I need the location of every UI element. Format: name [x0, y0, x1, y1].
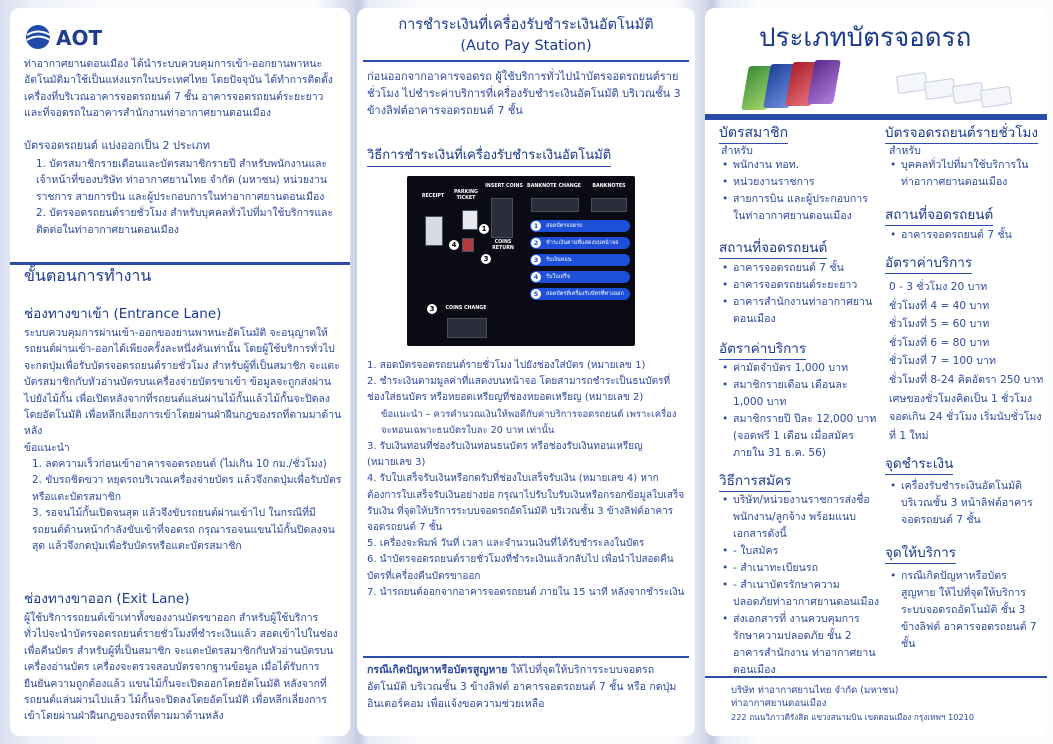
logo-text: AOT [56, 26, 103, 50]
advice-list [24, 456, 342, 554]
member-for-item: • หน่วยงานราชการ [721, 174, 879, 191]
hourly-rate-row: ชั่วโมงที่ 7 = 100 บาท [889, 355, 996, 368]
member-heading-text: บัตรสมาชิก [719, 124, 788, 144]
apply-heading-text: วิธีการสมัคร [719, 472, 791, 492]
member-rate-list [721, 360, 879, 462]
advice-label: ข้อแนะนำ [24, 442, 70, 454]
parking-ticket-label: PARKING TICKET [454, 190, 478, 201]
exit-text: ผู้ใช้บริการรถยนต์เข้าเท่าทั้งของงานบัตรขาออก สำหรับผู้ใช้บริการทั่วไปจะนำบัตรจอดรถยนต์รายชั่วโมงที่ชำระเงินแล้ว สอดเข้าไปในช่องเพื่อคืนบัตร สำหรับผู้ที่เป็นสมาชิก จะแตะบัตรสมาชิกกับหัวอ่านบัตรบนเครื่องอ่านบัตร เครื่องจะตรวจสอบบัตรจากฐานข้อมูล เมื่อได้รับการยืนยันความถูกต้องแล้ว แขนไม้กั้นจะเปิดออกโดยอัตโนมัติ หลังจากที่รถยนต์แล่นผ่านไปแล้ว ไม้กั้นจะปิดลงโดยอัตโนมัติ เพื่อหลีกเลี่ยงการเข้าโดยผ่านฝ่าฝืนกฎของรถที่ตามมาด้านหลัง [24, 612, 338, 723]
machine-step-5-text: สอดบัตรที่เครื่องรับบัตรที่ทางออก [546, 291, 624, 297]
member-rate-item: • สมาชิกรายเดือน เดือนละ 1,000 บาท [721, 377, 879, 411]
hourly-for-item: • บุคคลทั่วไปที่มาใช้บริการในท่าอากาศยานดอนเมือง [889, 157, 1039, 191]
service-point-item: • กรณีเกิดปัญหาหรือบัตรสูญหาย ให้ไปที่จุดให้บริการระบบจอดรถอัตโนมัติ ชั้น 3 ข้างลิฟต์ อาคารจอดรถยนต์ 7 ชั้น [889, 568, 1039, 653]
member-heading [719, 124, 788, 144]
hourly-rate-heading-text: อัตราค่าบริการ [885, 254, 972, 274]
entrance-text: ระบบควบคุมการผ่านเข้า-ออกของยานพาหนะอัตโนมัติ จะอนุญาตให้รถยนต์ผ่านเข้า-ออกได้เพียงครั้งละหนึ่งคันเท่านั้น โดยผู้ใช้บริการทั่วไปจะกดปุ่มเพื่อรับบัตรจอดรถยนต์รายชั่วโมง สำหรับผู้ที่เป็นสมาชิก จะแตะบัตรสมาชิกกับหัวอ่านบัตรบนเครื่องจ่ายบัตรขาเข้า ข้อมูลจะถูกส่งผ่านไปยังไม้กั้น เพื่อเปิดหลังจากที่รถยนต์แล่นผ่านไม้กั้นแล้วไม้กั้นจะปิดลงโดยอัตโนมัติ เพื่อหลีกเลี่ยงการเข้าโดยผ่านฝ่าฝืนกฎของรถที่ตามมาด้านหลัง [24, 327, 342, 438]
payment-point-item: • เครื่องรับชำระเงินอัตโนมัติ บริเวณชั้น 3 หน้าลิฟต์อาคารจอดรถยนต์ 7 ชั้น [889, 478, 1039, 529]
panel-auto-pay [357, 8, 695, 736]
footer-address: 222 ถนนวิภาวดีรังสิต แขวงสนามบิน เขตดอนเมือง กรุงเทพฯ 10210 [731, 712, 975, 722]
service-point-heading [885, 544, 956, 564]
coins-return-label: COINS RETURN [492, 240, 514, 251]
machine-step-2: 2 ชำระเงินตามที่แสดงบนหน้าจอ [530, 237, 630, 249]
section-divider [10, 262, 350, 265]
apply-list [721, 492, 879, 679]
hourly-rate-list [889, 278, 1045, 445]
machine-step-2-text: ชำระเงินตามที่แสดงบนหน้าจอ [546, 240, 619, 246]
member-rate-item: • สมาชิกรายปี ปีละ 12,000 บาท (จอดฟรี 1 เดือน เมื่อสมัครภายใน 31 ธ.ค. 56) [721, 411, 879, 462]
advice-2: 2. ขับรถชิดขวา หยุดรถบริเวณเครื่องจ่ายบัตร แล้วจึงกดปุ่มเพื่อรับบัตร หรือแตะบัตรสมาชิก [32, 474, 342, 503]
card-types-heading: บัตรจอดรถยนต์ แบ่งออกเป็น 2 ประเภท [24, 139, 211, 152]
payment-step-4: 4. รับใบเสร็จรับเงินหรือกดรับที่ช่องใบเสร็จรับเงิน (หมายเลข 4) หากต้องการใบเสร็จรับเงินอย่างย่อ กรุณาไปรับใบรับเงินหรือกรอกข้อมูลใบเสร็จรับเงิน ที่จุดให้บริการระบบจอดรถอัตโนมัติ บริเวณชั้น 3 ข้างลิฟต์อาคารจอดรถยนต์ 7 ชั้น [367, 473, 685, 534]
ticket-insert [462, 238, 474, 252]
payment-step-3: 3. รับเงินทอนที่ช่องรับเงินทอนธนบัตร หรือช่องรับเงินทอนเหรียญ (หมายเลข 3) [367, 441, 643, 469]
hourly-rate-row: ชั่วโมงที่ 5 = 60 บาท [889, 318, 990, 331]
step-3b-marker: 3 [427, 304, 437, 314]
member-rate-heading [719, 340, 806, 360]
exit-heading: ช่องทางขาออก (Exit Lane) [24, 591, 190, 607]
advice-3: 3. รอจนไม้กั้นเปิดจนสุด แล้วจึงขับรถยนต์ผ่านเข้าไป ในกรณีที่มีรถยนต์ด้านหน้ากำลังขับเข้าที่จอดรถ กรุณารอจนแขนไม้กั้นปิดลงจนสุด แล้วจึงกดปุ่มเพื่อรับบัตรหรือแตะบัตรสมาชิก [32, 507, 335, 553]
card-type-2: 2. บัตรจอดรถยนต์รายชั่วโมง สำหรับบุคคลทั่วไปที่มาใช้บริการและติดต่อในท่าอากาศยานดอนเมือง [36, 207, 333, 236]
autopay-title: การชำระเงินที่เครื่องรับชำระเงินอัตโนมัติ [398, 17, 654, 33]
title-divider [363, 60, 689, 62]
autopay-intro: ก่อนออกจากอาคารจอดรถ ผู้ใช้บริการทั่วไปนำบัตรจอดรถยนต์รายชั่วโมง ไปชำระค่าบริการที่เครื่องรับชำระเงินอัตโนมัติ บริเวณชั้น 3 ข้างลิฟต์อาคารจอดรถยนต์ 7 ชั้น [367, 70, 681, 117]
member-location-item: • อาคารจอดรถยนต์ 7 ชั้น [721, 260, 879, 277]
hourly-rate-row: ชั่วโมงที่ 4 = 40 บาท [889, 299, 990, 312]
apply-item-1: • บริษัท/หน่วยงานราชการส่งชื่อพนักงาน/ลูกจ้าง พร้อมแนบเอกสารดังนี้ [721, 492, 879, 543]
apply-item-2: • ส่งเอกสารที่ งานควบคุมการรักษาความปลอดภัย ชั้น 2 อาคารสำนักงาน ท่าอากาศยานดอนเมือง [721, 611, 879, 679]
auto-pay-machine-diagram [407, 176, 635, 346]
insert-coins-label: INSERT COINS [485, 184, 523, 189]
coin-slot [491, 198, 513, 238]
payment-step-1: 1. สอดบัตรจอดรถยนต์รายชั่วโมง ไปยังช่องใส่บัตร (หมายเลข 1) [367, 360, 646, 371]
payment-tip: ข้อแนะนำ – ควรคำนวณเงินให้พอดีกับค่าบริการจอดรถยนต์ เพราะเครื่องจะทอนเฉพาะธนบัตรใบละ 20 บาท เท่านั้น [381, 408, 677, 436]
card-types-list [24, 156, 342, 238]
aot-logo [24, 22, 124, 52]
machine-step-5: 5 สอดบัตรที่เครื่องรับบัตรที่ทางออก [530, 288, 630, 300]
intro-text: ท่าอากาศยานดอนเมือง ได้นำระบบควบคุมการเข้า-ออกยานพาหนะอัตโนมัติมาใช้เป็นแห่งแรกในประเทศไทย โดยปัจจุบัน ได้ทำการติดตั้งเครื่องที่บริเวณอาคารจอดรถยนต์ 7 ชั้น อาคารจอดรถยนต์ระยะยาว และที่จอดรถในอาคารสำนักงานท่าอากาศยานดอนเมือง [24, 58, 333, 120]
ticket-4 [980, 86, 1012, 108]
member-location-heading-text: สถานที่จอดรถยนต์ [719, 239, 827, 259]
coins-change-label: COINS CHANGE [445, 306, 487, 311]
receipt-label: RECEIPT [421, 194, 445, 199]
hourly-rate-row: ชั่วโมงที่ 8-24 คิดอัตรา 250 บาท [889, 373, 1044, 386]
member-location-list [721, 260, 879, 328]
banknote-change-label: BANKNOTE CHANGE [527, 184, 581, 189]
ticket-2 [924, 78, 956, 100]
apply-sub-2: • - สำเนาทะเบียนรถ [721, 560, 879, 577]
process-heading: ขั้นตอนการทำงาน [24, 266, 152, 285]
step-4-marker: 4 [449, 240, 459, 250]
payment-step-6: 6. นำบัตรจอดรถยนต์รายชั่วโมงที่ชำระเงินแล้วกลับไป เพื่อนำไปสอดคืนบัตรที่เครื่องคืนบัตรขาออก [367, 554, 674, 582]
method-heading [367, 147, 611, 167]
coins-change-tray [447, 318, 487, 338]
member-for-list [721, 157, 879, 225]
payment-step-2: 2. ชำระเงินตามมูลค่าที่แสดงบนหน้าจอ โดยสามารถชำระเป็นธนบัตรที่ช่องใส่ธนบัตร หรือหยอดเหรียญที่ช่องหยอดเหรียญ (หมายเลข 2) [367, 376, 671, 404]
hourly-location-heading [885, 206, 993, 226]
footer-airport: ท่าอากาศยานดอนเมือง [731, 698, 827, 709]
member-rate-heading-text: อัตราค่าบริการ [719, 340, 806, 360]
hourly-rate-row: เศษของชั่วโมงคิดเป็น 1 ชั่วโมง [889, 392, 1033, 405]
member-location-heading [719, 239, 827, 259]
payment-point-list [889, 478, 1039, 529]
lost-divider [363, 656, 689, 658]
card-type-1: 1. บัตรสมาชิกรายเดือนและบัตรสมาชิกรายปี สำหรับพนักงานและเจ้าหน้าที่ของบริษัท ท่าอากาศยานไทย จำกัด (มหาชน) หน่วยงานราชการ สายการบิน และผู้ประกอบการในท่าอากาศยานดอนเมือง [36, 158, 328, 203]
service-point-list [889, 568, 1039, 653]
machine-step-1-text: สอดบัตรจอดรถ [546, 223, 583, 229]
lost-card-bold: กรณีเกิดปัญหาหรือบัตรสูญหาย [367, 664, 508, 676]
service-point-heading-text: จุดให้บริการ [885, 544, 956, 564]
payment-step-5: 5. เครื่องจะพิมพ์ วันที่ เวลา และจำนวนเงินที่ได้รับชำระลงในบัตร [367, 538, 645, 550]
lost-card-note [367, 662, 685, 713]
machine-step-1: 1 สอดบัตรจอดรถ [530, 220, 630, 232]
member-for-item: • พนักงาน ทอท. [721, 157, 879, 174]
apply-sub-1: • - ใบสมัคร [721, 543, 879, 560]
banknote-change-slot [531, 198, 579, 212]
member-for-label: สำหรับ [721, 145, 753, 157]
machine-step-3: 3 รับเงินทอน [530, 254, 630, 266]
hourly-location-heading-text: สถานที่จอดรถยนต์ [885, 206, 993, 226]
title-bar [705, 114, 1047, 120]
hourly-heading-text: บัตรจอดรถยนต์รายชั่วโมง [885, 124, 1038, 144]
panel-intro [10, 8, 350, 736]
autopay-subtitle: (Auto Pay Station) [460, 38, 592, 54]
machine-step-3-text: รับเงินทอน [546, 257, 572, 263]
hourly-location-item: • อาคารจอดรถยนต์ 7 ชั้น [889, 227, 1039, 244]
ticket-3 [952, 82, 984, 104]
entrance-heading: ช่องทางขาเข้า (Entrance Lane) [24, 306, 222, 322]
hourly-for-label: สำหรับ [889, 145, 921, 157]
apply-heading [719, 472, 791, 492]
machine-step-4: 4 รับใบเสร็จ [530, 271, 630, 283]
payment-point-heading [885, 455, 953, 475]
hourly-rate-row: ชั่วโมงที่ 6 = 80 บาท [889, 336, 990, 349]
method-heading-text: วิธีการชำระเงินที่เครื่องรับชำระเงินอัตโนมัติ [367, 147, 611, 167]
banknotes-label: BANKNOTES [592, 184, 626, 189]
member-for-item: • สายการบิน และผู้ประกอบการในท่าอากาศยานดอนเมือง [721, 191, 879, 225]
hourly-for-list [889, 157, 1039, 191]
lost-card-text: ให้ไปที่จุดให้บริการระบบจอดรถอัตโนมัติ บริเวณชั้น 3 ข้างลิฟต์ อาคารจอดรถยนต์ 7 ชั้น หรือ กดปุ่มอินเตอร์คอม เพื่อแจ้งขอความช่วยเหลือ [367, 664, 677, 710]
banknotes-slot [591, 198, 627, 212]
payment-step-7: 7. นำรถยนต์ออกจากอาคารจอดรถยนต์ ภายใน 15 นาที หลังจากชำระเงิน [367, 586, 685, 598]
card-types-title: ประเภทบัตรจอดรถ [759, 23, 972, 53]
ticket-slot [462, 210, 478, 230]
panel-card-types [705, 8, 1047, 736]
hourly-rate-row: 0 - 3 ชั่วโมง 20 บาท [889, 281, 988, 293]
step-3-marker: 3 [481, 254, 491, 264]
member-rate-item: • ค่ามัดจำบัตร 1,000 บาท [721, 360, 879, 377]
machine-step-4-text: รับใบเสร็จ [546, 274, 571, 280]
footer [705, 676, 1047, 736]
step-1-marker: 1 [479, 224, 489, 234]
payment-point-heading-text: จุดชำระเงิน [885, 455, 953, 475]
hourly-rate-row: จอดเกิน 24 ชั่วโมง เริ่มนับชั่วโมงที่ 1 ใหม่ [889, 411, 1042, 442]
footer-company: บริษัท ท่าอากาศยานไทย จำกัด (มหาชน) [731, 685, 899, 696]
apply-sub-3: • - สำเนาบัตรรักษาความปลอดภัยท่าอากาศยานดอนเมือง [721, 577, 879, 611]
hourly-heading [885, 124, 1038, 144]
advice-1: 1. ลดความเร็วก่อนเข้าอาคารจอดรถยนต์ (ไม่เกิน 10 กม./ชั่วโมง) [32, 458, 327, 470]
hourly-location-list [889, 227, 1039, 244]
member-location-item: • อาคารสำนักงานท่าอากาศยานดอนเมือง [721, 294, 879, 328]
payment-steps [367, 358, 685, 601]
member-location-item: • อาคารจอดรถยนต์ระยะยาว [721, 277, 879, 294]
receipt-slot [425, 216, 443, 246]
hourly-rate-heading [885, 254, 972, 274]
